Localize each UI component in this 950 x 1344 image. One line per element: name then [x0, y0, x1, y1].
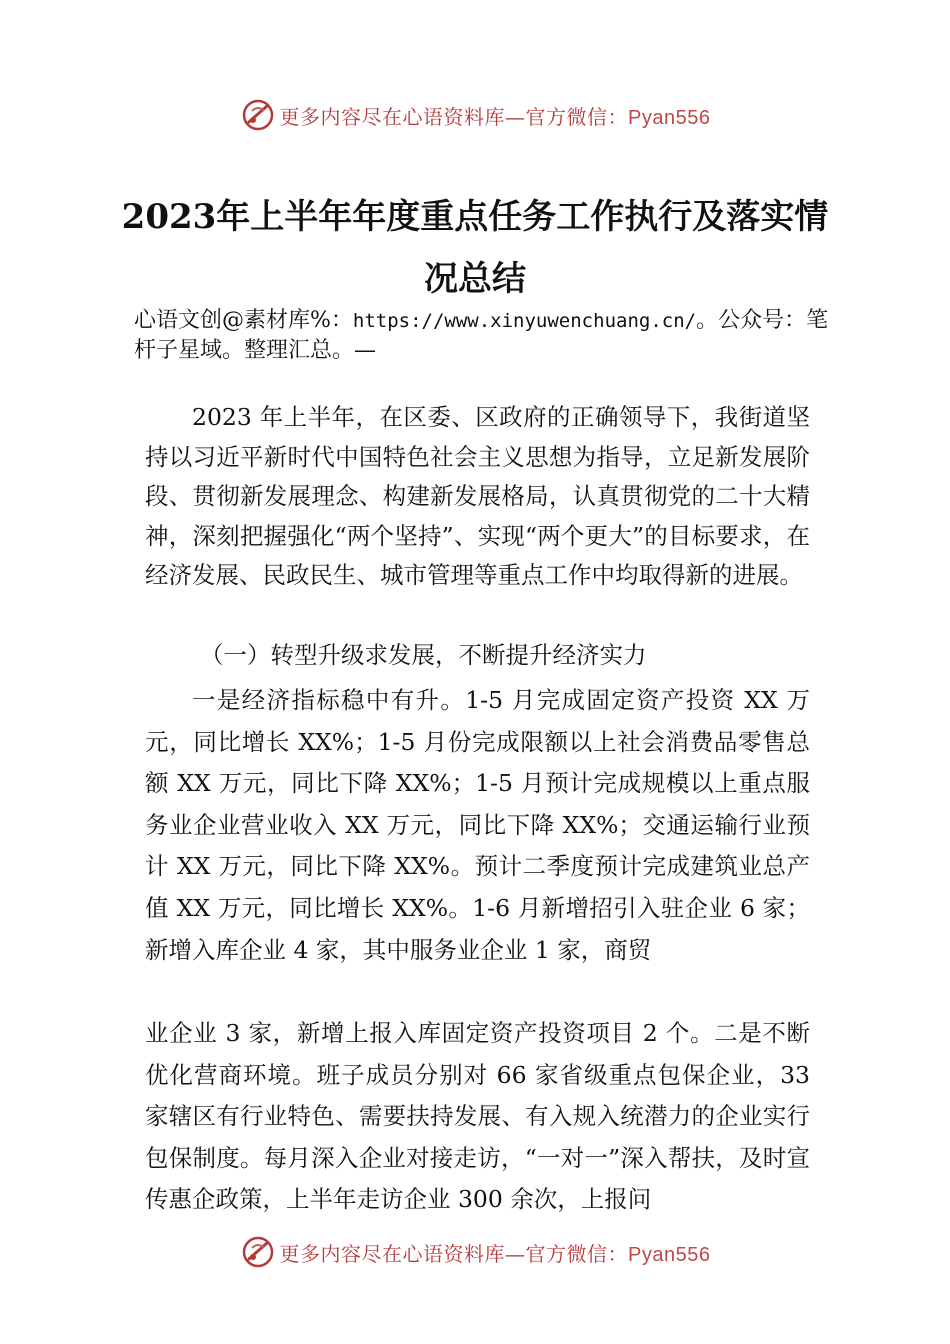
source-url: https://www.xinyuwenchuang.cn/: [352, 310, 697, 332]
watermark-logo-icon: [240, 97, 276, 133]
watermark-text: 更多内容尽在心语资料库—官方微信：Pyan556: [279, 1241, 711, 1266]
economy-paragraph: 一是经济指标稳中有升。1-5 月完成固定资产投资 XX 万元，同比增长 XX%；1-5 月份完成限额以上社会消费品零售总额 XX 万元，同比下降 XX%；1-5 月预计完成规模以上重点服务业企业营业收入 XX 万元，同比下降 XX%；交通运输行业预计 XX 万元，同比下降 XX%。预计二季度预计完成建筑业总产值 XX 万元，同比增长 XX%。1-6 月新增招引入驻企业 6 家；新增入库企业 4 家，其中服务业企业 1 家，商贸: [145, 686, 810, 964]
watermark-banner-top: [0, 93, 950, 137]
watermark-text: 更多内容尽在心语资料库—官方微信：Pyan556: [279, 104, 711, 129]
source-note: 心语文创@素材库%：https://www.xinyuwenchuang.cn/。公众号：笔杆子星域。整理汇总。—: [134, 308, 829, 363]
document-title: 2023年上半年年度重点任务工作执行及落实情况总结: [121, 197, 829, 299]
economy-paragraph-continued: 业企业 3 家，新增上报入库固定资产投资项目 2 个。二是不断优化营商环境。班子成员分别对 66 家省级重点包保企业，33 家辖区有行业特色、需要扶持发展、有入规入统潜力的企业实行包保制度。每月深入企业对接走访，“一对一”深入帮扶，及时宣传惠企政策，上半年走访企业 300 余次，上报问: [145, 1019, 810, 1214]
watermark-logo-icon: [240, 1234, 276, 1270]
intro-paragraph: 2023 年上半年，在区委、区政府的正确领导下，我街道坚持以习近平新时代中国特色社会主义思想为指导，立足新发展阶段、贯彻新发展理念、构建新发展格局，认真贯彻党的二十大精神，深刻把握强化“两个坚持”、实现“两个更大”的目标要求，在经济发展、民政民生、城市管理等重点工作中均取得新的进展。: [145, 403, 810, 589]
section-heading: （一）转型升级求发展，不断提升经济实力: [200, 641, 647, 669]
watermark-banner-bottom: [0, 1230, 950, 1274]
